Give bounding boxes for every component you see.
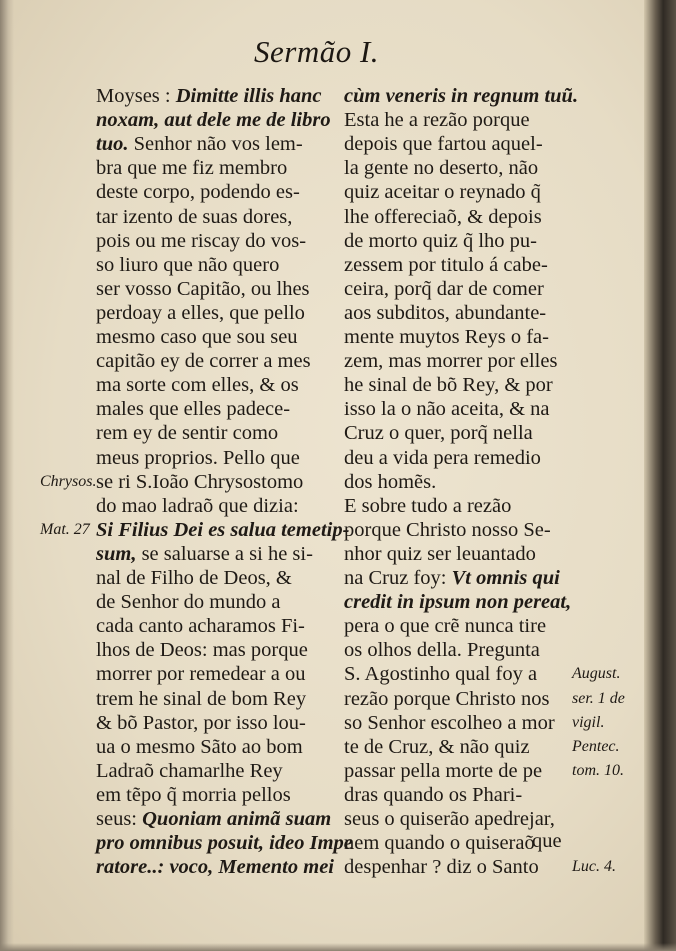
text-line	[344, 831, 535, 855]
latin-quote: tuo.	[96, 133, 129, 156]
text-line	[96, 590, 280, 614]
text-run: isso la o não aceita, & na	[344, 398, 550, 421]
text-line	[344, 614, 546, 638]
text-run: zessem por titulo á cabe-	[344, 253, 548, 276]
text-line	[96, 349, 311, 373]
page-bottom-edge	[0, 943, 676, 951]
text-run: de morto quiz q̃ lho pu-	[344, 229, 538, 252]
text-run: mesmo caso que sou seu	[96, 326, 298, 348]
text-line	[96, 373, 299, 397]
text-run: morrer por remedear a ou	[96, 663, 306, 686]
text-line	[96, 638, 308, 662]
text-line	[344, 205, 542, 229]
margin-note: ser. 1 de	[572, 689, 625, 707]
text-line	[96, 180, 300, 204]
text-run: rem ey de sentir como	[96, 422, 279, 445]
text-run: Esta he a rezão porque	[344, 109, 530, 132]
text-line	[344, 156, 538, 180]
text-run: E sobre tudo a rezão	[344, 494, 512, 517]
text-line	[344, 759, 542, 783]
text-run: deu a vida pera remedio	[344, 446, 541, 469]
text-line	[344, 325, 549, 349]
latin-quote: Quoniam animã suam	[142, 808, 332, 830]
text-run: trem he sinal de bom Rey	[96, 687, 307, 710]
text-line	[344, 229, 537, 253]
text-line	[96, 566, 292, 590]
text-line	[344, 711, 555, 735]
text-run: he sinal de bõ Rey, & por	[344, 374, 553, 397]
text-run: em tẽpo q̃ morria pellos	[96, 783, 291, 806]
text-line	[96, 229, 306, 253]
page-header: Sermão I.	[254, 34, 380, 69]
text-line	[344, 108, 530, 132]
text-run: nhor quiz ser leuantado	[344, 542, 536, 565]
text-run: la gente no deserto, não	[344, 157, 539, 180]
text-run: lhos de Deos: mas porque	[96, 639, 308, 662]
text-run: ma sorte com elles, & os	[96, 374, 299, 397]
text-line	[96, 205, 292, 229]
text-line	[96, 470, 303, 494]
text-run: Senhor não vos lem-	[128, 133, 303, 156]
text-line	[96, 494, 299, 518]
text-line	[96, 807, 331, 831]
text-line	[344, 84, 578, 108]
text-line	[344, 518, 551, 542]
text-run: pera o que crẽ nunca tire	[344, 615, 547, 638]
margin-note: August.	[572, 665, 621, 683]
text-run: se saluarse a si he si-	[136, 542, 313, 565]
text-line	[344, 590, 571, 614]
margin-note: tom. 10.	[572, 761, 624, 779]
text-run: mente muytos Reys o fa-	[344, 326, 549, 348]
text-line	[96, 421, 278, 445]
text-run: zem, mas morrer por elles	[344, 350, 558, 373]
text-run: ua o mesmo Sãto ao bom	[96, 735, 303, 758]
text-line	[344, 277, 544, 301]
text-line	[96, 325, 298, 349]
text-run: males que elles padece-	[96, 398, 291, 421]
text-run: Ladraõ chamarlhe Rey	[96, 759, 283, 782]
text-line	[344, 494, 511, 518]
text-line	[96, 614, 305, 638]
text-run: tar izento de suas dores,	[96, 205, 293, 228]
margin-note: Chrysos.	[40, 472, 97, 490]
text-line	[96, 446, 300, 470]
latin-quote: sum,	[96, 542, 137, 565]
text-line	[344, 542, 536, 566]
text-run: Moyses :	[96, 85, 176, 107]
text-line	[344, 470, 436, 494]
text-line	[344, 397, 550, 421]
text-line	[96, 831, 353, 855]
text-run: seus o quiserão apedrejar,	[344, 808, 555, 830]
text-line	[344, 301, 546, 325]
text-run: porque Christo nosso Se-	[344, 518, 551, 541]
text-run: aos subditos, abundante-	[344, 301, 547, 324]
text-run: rezão porque Christo nos	[344, 687, 550, 710]
latin-quote: credit in ipsum non pereat,	[344, 591, 572, 614]
text-run: capitão ey de correr a mes	[96, 350, 311, 373]
text-line	[96, 277, 310, 301]
text-line	[344, 735, 530, 759]
latin-quote: pro omnibus posuit, ideo Impe	[96, 832, 353, 855]
text-line	[96, 711, 306, 735]
text-line	[344, 132, 543, 156]
text-line	[96, 132, 303, 156]
text-line	[96, 687, 306, 711]
text-line	[344, 180, 541, 204]
text-run: ser vosso Capitão, ou lhes	[96, 277, 310, 300]
text-line	[344, 687, 550, 711]
text-line	[344, 855, 539, 879]
text-line	[344, 638, 540, 662]
margin-note: Pentec.	[572, 737, 620, 755]
latin-quote: Dimitte illis hanc	[175, 85, 322, 107]
text-run: meus proprios. Pello que	[96, 446, 300, 469]
text-run: so Senhor escolheo a mor	[344, 711, 555, 734]
text-line	[344, 373, 553, 397]
gutter-shadow	[0, 0, 14, 951]
text-run: cada canto acharamos Fi-	[96, 615, 305, 638]
text-line	[344, 421, 533, 445]
latin-quote: Vt omnis qui	[451, 567, 560, 589]
text-run: dras quando os Phari-	[344, 783, 523, 806]
margin-note: Luc. 4.	[572, 858, 616, 876]
text-line	[96, 855, 334, 879]
text-line	[96, 108, 331, 132]
text-run: S. Agostinho qual foy a	[344, 663, 538, 686]
text-run: quiz aceitar o reynado q̃	[344, 181, 541, 204]
text-run: do mao ladraõ que dizia:	[96, 494, 299, 517]
latin-quote: Si Filius Dei es salua temetip-	[96, 518, 350, 541]
text-run: depois que fartou aquel-	[344, 133, 543, 156]
text-run: nem quando o quiseraõ	[344, 832, 535, 855]
text-run: passar pella morte de pe	[344, 759, 543, 782]
text-line	[96, 84, 322, 108]
text-line	[96, 253, 279, 277]
text-line	[96, 542, 313, 566]
catchword: que	[532, 830, 562, 852]
text-run: despenhar ? diz o Santo	[344, 856, 539, 879]
text-run: so liuro que não quero	[96, 253, 280, 276]
text-run: lhe offereciaõ, & depois	[344, 205, 542, 228]
text-line	[96, 301, 305, 325]
text-run: nal de Filho de Deos, &	[96, 567, 292, 589]
text-run: dos homẽs.	[344, 470, 437, 493]
text-run: na Cruz foy:	[344, 567, 452, 589]
text-run: os olhos della. Pregunta	[344, 639, 540, 662]
latin-quote: ratore..: voco, Memento mei	[96, 856, 334, 879]
text-run: pois ou me riscay do vos-	[96, 229, 307, 252]
margin-note: vigil.	[572, 713, 605, 731]
latin-quote: cùm veneris in regnum tuũ.	[344, 85, 579, 107]
text-line	[344, 662, 537, 686]
text-line	[344, 783, 522, 807]
text-line	[96, 759, 283, 783]
text-line	[96, 397, 290, 421]
text-line	[344, 566, 560, 590]
text-run: se ri S.Ioão Chrysostomo	[96, 470, 304, 493]
text-line	[96, 518, 349, 542]
text-line	[96, 156, 287, 180]
text-line	[96, 783, 291, 807]
text-run: bra que me fiz membro	[96, 157, 288, 180]
text-run: de Senhor do mundo a	[96, 591, 281, 614]
text-run: seus:	[96, 808, 143, 830]
text-run: Cruz o quer, porq̃ nella	[344, 422, 533, 445]
text-line	[96, 735, 303, 759]
text-line	[344, 807, 555, 831]
latin-quote: noxam, aut dele me de libro	[96, 109, 331, 132]
text-line	[344, 253, 548, 277]
text-run: te de Cruz, & não quiz	[344, 735, 530, 758]
page-edge	[644, 0, 676, 951]
text-run: perdoay a elles, que pello	[96, 301, 305, 324]
text-run: deste corpo, podendo es-	[96, 181, 300, 204]
text-run: ceira, porq̃ dar de comer	[344, 277, 544, 300]
text-run: & bõ Pastor, por isso lou-	[96, 711, 306, 734]
margin-note: Mat. 27	[40, 520, 90, 538]
text-line	[96, 662, 305, 686]
text-line	[344, 349, 557, 373]
text-line	[344, 446, 541, 470]
